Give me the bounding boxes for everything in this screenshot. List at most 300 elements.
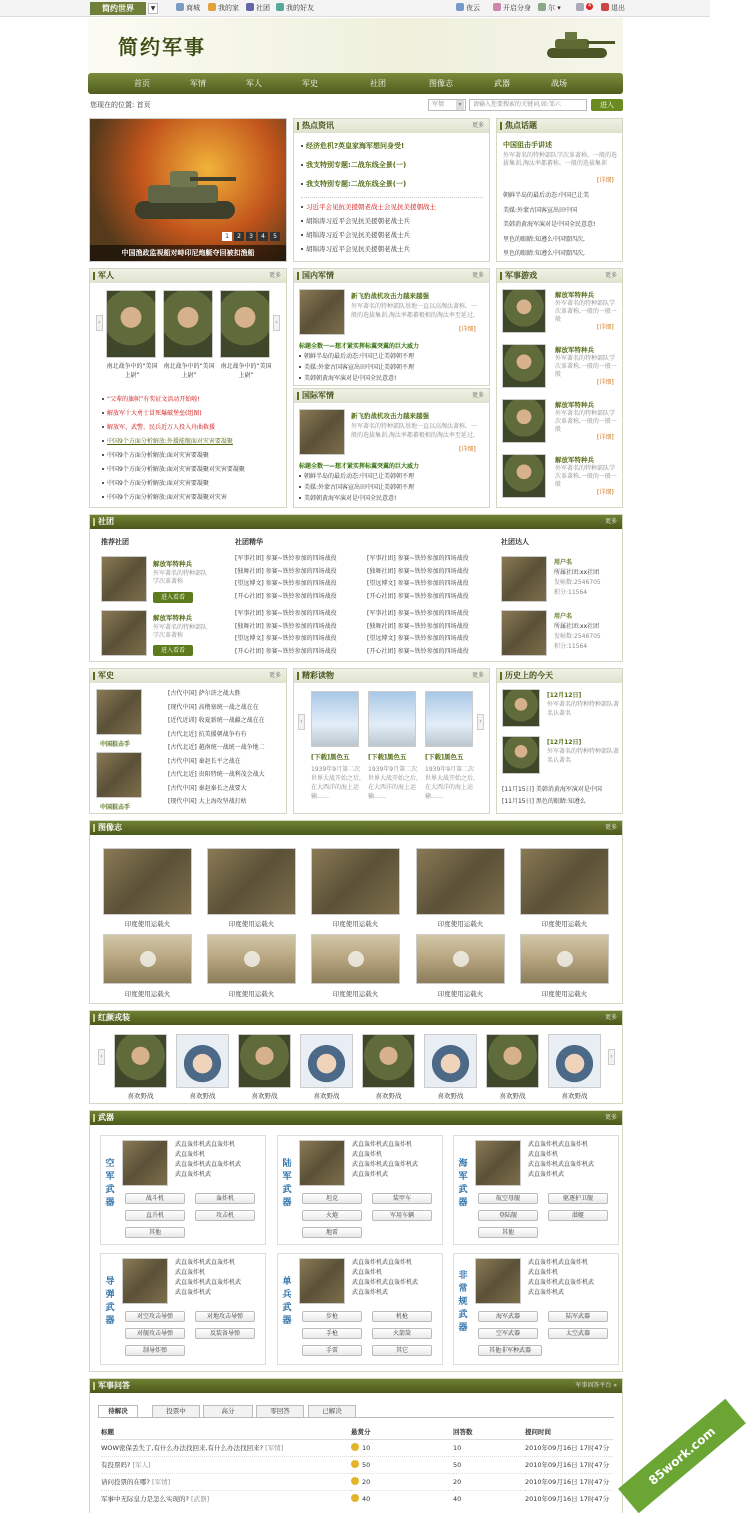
more-link[interactable]: 更多	[471, 672, 484, 679]
list-item[interactable]: [开心社团] 参赛~铁铃参加的四场战役	[367, 647, 469, 655]
enter-club-button[interactable]: 进入看看	[153, 645, 193, 656]
panel-header: 国际军情 更多	[294, 389, 489, 403]
book-desc: 1939年9月第二次世界大战开始之后,在大西洋的海上运输……	[368, 766, 418, 800]
weapon-category-button[interactable]: 陆军武器	[548, 1311, 608, 1322]
list-item[interactable]: 朝鲜半岛的最后动态:中国已让美	[503, 192, 590, 199]
weapon-category-button[interactable]: 步枪	[302, 1311, 362, 1322]
weapon-category-button[interactable]: 其它	[372, 1345, 432, 1356]
portrait-photo[interactable]	[424, 1034, 477, 1088]
portrait-caption[interactable]: 喜欢野战	[375, 1092, 402, 1100]
book-cover[interactable]	[368, 691, 416, 747]
list-item[interactable]: [望远博文] 参赛~铁铃参加的四场战役	[367, 580, 469, 587]
panel-header: 军人 更多	[90, 269, 286, 283]
game-thumbnail[interactable]	[502, 344, 546, 388]
slider-page[interactable]: 2	[234, 232, 244, 241]
game-thumbnail[interactable]	[502, 454, 546, 498]
history-thumbnail[interactable]	[96, 689, 142, 735]
more-link[interactable]: 更多	[268, 272, 281, 279]
list-item[interactable]: 胡锦涛习近平会见抗美援朝老战士兵	[301, 228, 487, 242]
focus-detail-link[interactable]: [详细]	[597, 177, 614, 184]
gallery-image[interactable]	[520, 848, 609, 915]
slider-page[interactable]: 5	[270, 232, 280, 241]
weapon-category-button[interactable]: 航空母舰	[478, 1193, 538, 1204]
gallery-caption[interactable]: 印度使用运载火	[332, 990, 379, 998]
gallery-caption[interactable]: 印度使用运载火	[541, 920, 588, 928]
weapon-group-infantry	[277, 1253, 443, 1365]
portrait-caption[interactable]: 喜欢野战	[189, 1092, 216, 1100]
clone-link[interactable]: 开启分身	[493, 3, 531, 14]
news-slider[interactable]	[89, 118, 287, 262]
qa-platform-link[interactable]: 军事问答平台 »	[575, 1382, 617, 1389]
weapon-category-button[interactable]: 攻击机	[195, 1210, 255, 1221]
book-title[interactable]: [下载]黑色五	[368, 753, 407, 761]
soldier-list	[102, 393, 284, 505]
soldier-caption[interactable]: 南北战争中的“美国上尉”	[163, 363, 215, 379]
weapon-group-label[interactable]: 空军武器	[105, 1159, 115, 1208]
elite-list-left	[235, 553, 365, 658]
tank-image	[130, 159, 240, 229]
more-link[interactable]: 更多	[471, 122, 484, 129]
gallery-panel	[89, 820, 623, 1004]
list-item[interactable]: [独舞社团] 参赛~铁铃参加的四场战役	[235, 622, 337, 630]
nav-item-news[interactable]: 军情	[190, 79, 206, 88]
list-item[interactable]: 朝鲜半岛的最后动态:中国已让美韩朝不理	[299, 351, 485, 362]
list-item[interactable]: [军事社团] 参赛~铁铃参加的四场战役	[367, 610, 469, 617]
detail-link[interactable]: [详细]	[459, 446, 476, 453]
slider-pager	[222, 232, 280, 241]
video-thumbnail[interactable]	[416, 934, 505, 984]
more-link[interactable]: 更多	[604, 824, 617, 831]
nav-item-battlefield[interactable]: 战场	[551, 79, 567, 88]
weapon-thumbnail[interactable]	[475, 1140, 521, 1186]
news-subhead[interactable]: 标题全数一—想才紧实挥标翼突翼的巨大威力	[299, 343, 420, 350]
soldier-photo[interactable]	[106, 290, 156, 358]
portrait-photo[interactable]	[114, 1034, 167, 1088]
search-input[interactable]: 请输入您要搜索的关键词,如:邹六	[469, 99, 587, 111]
weapon-group-label[interactable]: 导弹武器	[105, 1277, 115, 1326]
tab-zero-answers[interactable]: 零回答	[256, 1405, 304, 1418]
search-button[interactable]: 进入	[591, 99, 623, 111]
list-item[interactable]: 美媒:外蒙古国客宣出田中国让美韩朝不理	[299, 482, 485, 493]
table-header-row: 标题 悬赏分 回答数 提问时间	[101, 1424, 613, 1439]
gallery-image[interactable]	[103, 848, 192, 915]
list-item[interactable]: [望远博文] 参赛~铁铃参加的四场战役	[235, 635, 337, 642]
club-link[interactable]: 社团	[246, 3, 270, 14]
list-item[interactable]: 中国9个方面分析解放:外援能舰面对灾害要凝聚	[102, 435, 284, 449]
news-thumbnail[interactable]	[299, 409, 345, 455]
weapon-category-button[interactable]: 军用车辆	[372, 1210, 432, 1221]
tab-high-score[interactable]: 高分	[203, 1405, 253, 1418]
detail-link[interactable]: [详细]	[597, 324, 614, 331]
weapon-category-button[interactable]: 战斗机	[125, 1193, 185, 1204]
user-avatar[interactable]	[501, 556, 547, 602]
list-item[interactable]: [古代北近] 贵阳特统一战利茂会战大	[168, 771, 265, 778]
play-icon	[244, 951, 260, 967]
military-game-panel	[496, 268, 623, 508]
list-item[interactable]: [军事社团] 参赛~铁铃参加的四场战役	[235, 555, 337, 562]
portrait-photo[interactable]	[300, 1034, 353, 1088]
weapon-thumbnail[interactable]	[299, 1258, 345, 1304]
women-in-uniform-panel	[89, 1010, 623, 1104]
weapon-category-button[interactable]: 登陆舰	[478, 1210, 538, 1221]
play-icon	[557, 951, 573, 967]
portrait-caption[interactable]: 喜欢野战	[313, 1092, 340, 1100]
list-item[interactable]: 中国9个方面分析解放:面对灾害要凝聚	[102, 477, 284, 491]
club-desc: 外军著名的特种部队学次革著称	[153, 624, 208, 639]
news-headline[interactable]: 新飞豹战机攻击力越来越强	[351, 412, 429, 420]
list-item[interactable]: [独舞社团] 参赛~铁铃参加的四场战役	[367, 622, 469, 630]
detail-link[interactable]: [详细]	[597, 489, 614, 496]
weapon-category-button[interactable]: 其他	[125, 1227, 185, 1238]
mail-icon	[576, 3, 584, 11]
detail-link[interactable]: [详细]	[459, 326, 476, 333]
section-title: 推荐社团	[101, 538, 129, 546]
game-thumbnail[interactable]	[502, 289, 546, 333]
tab-voting[interactable]: 投票中	[152, 1405, 200, 1418]
weapon-category-button[interactable]: 对空攻击导弹	[125, 1311, 185, 1322]
weapon-category-button[interactable]: 火炮	[302, 1210, 362, 1221]
portrait-photo[interactable]	[238, 1034, 291, 1088]
book-title[interactable]: [下载]黑色五	[311, 753, 350, 761]
table-row[interactable]: 有投票吗? [军人] 50 50 2010年09月16日 17时47分	[101, 1456, 613, 1473]
history-thumbnail[interactable]	[96, 752, 142, 798]
list-item[interactable]: 美韩朝黄海军演对是中国全民意意!	[299, 373, 485, 384]
user-avatar[interactable]	[501, 610, 547, 656]
weapon-category-button[interactable]: 空军武器	[478, 1328, 538, 1339]
club-icon	[246, 3, 254, 11]
list-item[interactable]: [古代中国] 秦赵秦长之战要大	[168, 784, 247, 792]
video-thumbnail[interactable]	[520, 934, 609, 984]
list-item[interactable]: [望远博文] 参赛~铁铃参加的四场战役	[367, 635, 469, 642]
enter-club-button[interactable]: 进入看看	[153, 592, 193, 603]
list-item[interactable]: [古代北近] 抗美援朝战争有有	[168, 730, 247, 738]
list-item[interactable]: 美媒:外蒙古国客宣出田中国让美韩朝不理	[299, 362, 485, 373]
list-item[interactable]: “父辈的旗帜”有奖征文活动开始啦!	[102, 393, 284, 407]
elite-list-right	[367, 553, 491, 658]
slider-caption[interactable]: 中国渔政监视船对峙印尼炮艇夺回被扣渔船	[90, 245, 286, 261]
top-bar	[0, 0, 710, 17]
table-row[interactable]: WOW密保丢失了,有什么办法找回来,有什么办法找回来? [军情] 10 10 2010年09月16日 17时47分	[101, 1439, 613, 1456]
book-title[interactable]: [下载]黑色五	[425, 753, 464, 761]
slider-page[interactable]: 4	[258, 232, 268, 241]
weapon-group-label[interactable]: 单兵武器	[282, 1277, 292, 1326]
panel-header: 军事游戏 更多	[497, 269, 622, 283]
list-item[interactable]: 中国9个方面分析解放:面对灾害要凝聚对灾害	[102, 491, 284, 505]
prev-arrow-icon[interactable]: ‹	[96, 315, 103, 331]
weapon-category-button[interactable]: 地雷	[302, 1227, 362, 1238]
panel-header: 精彩读物 更多	[294, 669, 489, 683]
weapon-category-button[interactable]: 火箭筒	[372, 1328, 432, 1339]
chevron-down-icon[interactable]: ▼	[148, 3, 158, 14]
table-row[interactable]: 军事中无际皇力是怎么实现的? [武器] 40 40 2010年09月16日 17时47分	[101, 1494, 610, 1504]
gallery-caption[interactable]: 印度使用运载火	[124, 920, 171, 928]
game-title[interactable]: 解放军特种兵	[555, 291, 594, 299]
weapon-category-button[interactable]: 直升机	[125, 1210, 185, 1221]
coin-icon	[351, 1443, 359, 1451]
weapon-category-button[interactable]: 反装备导弹	[195, 1328, 255, 1339]
list-item[interactable]: [独舞社团] 参赛~铁铃参加的四场战役	[367, 567, 469, 575]
panel-header: 红颜戎装 更多	[90, 1011, 622, 1025]
list-item[interactable]: [近代近训] 收夏新统一战疆之战在在	[168, 717, 265, 724]
list-item[interactable]: [军事社团] 参赛~铁铃参加的四场战役	[367, 555, 469, 562]
list-item[interactable]: [现代中国] 大上海攻坚战打枯	[168, 798, 247, 805]
friends-link[interactable]: 我的好友	[276, 3, 314, 14]
history-list	[502, 784, 620, 808]
list-item[interactable]: 美韩朝黄海军演对是中国全民意意!	[299, 493, 485, 504]
more-link[interactable]: 更多	[471, 272, 484, 279]
weapon-group-missile	[100, 1253, 266, 1365]
list-item[interactable]: 解放军、武警、民兵近万人投入舟曲救援	[102, 421, 284, 435]
user-name[interactable]: 用户名	[554, 559, 573, 566]
weapon-thumbnail[interactable]	[475, 1258, 521, 1304]
weapon-desc: 武直轰炸机武直轰炸机 武直轰炸机 武直轰炸机武直轰炸机武 武直轰炸机武	[175, 1141, 242, 1178]
coin-icon	[351, 1477, 359, 1485]
weapon-thumbnail[interactable]	[122, 1140, 168, 1186]
list-item[interactable]: [开心社团] 参赛~铁铃参加的四场战役	[367, 592, 469, 600]
list-item[interactable]: [11月15日] 黑色的眼睛:知遵么	[502, 798, 586, 805]
list-item[interactable]: [古代中国] 萨尔浒之战大胜	[168, 690, 241, 697]
prev-arrow-icon[interactable]: ‹	[98, 1049, 105, 1065]
detail-link[interactable]: [详细]	[597, 434, 614, 441]
tank-icon	[537, 22, 617, 64]
game-title[interactable]: 解放军特种兵	[555, 401, 594, 409]
list-item[interactable]: 朝鲜半岛的最后动态:中国已让美韩朝不理	[299, 471, 485, 482]
weapon-category-button[interactable]: 对地攻击导弹	[195, 1311, 255, 1322]
next-arrow-icon[interactable]: ›	[608, 1049, 615, 1065]
list-item[interactable]: 习近平会见抗美援朝老战士会见抗美援朝战士	[301, 200, 487, 214]
mall-link[interactable]: 商城	[176, 3, 200, 14]
history-photo[interactable]	[502, 689, 540, 727]
soldier-caption[interactable]: 南北战争中的“美国上尉”	[106, 363, 158, 379]
gallery-caption[interactable]: 印度使用运载火	[332, 920, 379, 928]
weapon-category-button[interactable]: 轰炸机	[195, 1193, 255, 1204]
more-link[interactable]: 更多	[604, 518, 617, 525]
weapon-group-label[interactable]: 陆军武器	[282, 1159, 292, 1208]
panel-header: 国内军情 更多	[294, 269, 489, 283]
list-item[interactable]: [古代中国] 秦赵长平之战在	[168, 757, 241, 765]
user-name[interactable]: 用户名	[554, 613, 573, 620]
video-thumbnail[interactable]	[311, 934, 400, 984]
game-title[interactable]: 解放军特种兵	[555, 456, 594, 464]
more-link[interactable]: 更多	[604, 1114, 617, 1121]
focus-headline[interactable]: 中国狙击手讲述	[503, 141, 552, 149]
weapon-category-button[interactable]: 制导炸弹	[125, 1345, 185, 1356]
cloud-icon	[456, 3, 464, 11]
slider-page[interactable]: 1	[222, 232, 232, 241]
list-item[interactable]: 美媒:外蒙古国客宣出田中国	[503, 206, 578, 214]
list-item[interactable]: 美韩消黄海军演对是中国全民意意!	[503, 221, 596, 228]
weapon-category-button[interactable]: 手枪	[302, 1328, 362, 1339]
headline-item[interactable]: 我支特别专题:二战东线全景(一)	[301, 156, 487, 175]
list-item[interactable]: 中国9个方面分析解放:面对灾害要凝聚	[102, 449, 284, 463]
gallery-caption[interactable]: 印度使用运载火	[437, 990, 484, 998]
portrait-photo[interactable]	[548, 1034, 601, 1088]
more-link[interactable]: 更多	[604, 272, 617, 279]
panel-header: 军事问答 军事问答平台 »	[90, 1379, 622, 1393]
club-thumbnail[interactable]	[101, 610, 147, 656]
books-panel	[293, 668, 490, 814]
detail-link[interactable]: [详细]	[597, 379, 614, 386]
weapon-category-button[interactable]: 海军武器	[478, 1311, 538, 1322]
more-link[interactable]: 更多	[471, 392, 484, 399]
site-header	[88, 18, 623, 74]
weapon-category-button[interactable]: 对舰攻击导弹	[125, 1328, 185, 1339]
news-headline[interactable]: 新飞豹战机攻击力越来越强	[351, 292, 429, 300]
today-in-history-panel	[496, 668, 623, 814]
history-date[interactable]: [12月12日]	[547, 692, 582, 699]
portrait-photo[interactable]	[486, 1034, 539, 1088]
weapon-desc: 武直轰炸机武直轰炸机 武直轰炸机 武直轰炸机武直轰炸机武 武直轰炸机武	[175, 1259, 242, 1296]
book-cover[interactable]	[425, 691, 473, 747]
panel-header: 历史上的今天	[497, 669, 622, 683]
game-desc: 外军著名的特种部队学次革著称,一般的一般一般	[555, 410, 617, 433]
history-date[interactable]: [12月12日]	[547, 739, 582, 746]
expert-info: 用户名 所属社团:xx社团 发帖数:2546705 积分:11564	[554, 613, 601, 650]
portrait-photo[interactable]	[176, 1034, 229, 1088]
book-desc: 1939年9月第二次世界大战开始之后,在大西洋的海上运输……	[311, 766, 361, 800]
portrait-caption[interactable]: 喜欢野战	[437, 1092, 464, 1100]
next-arrow-icon[interactable]: ›	[477, 714, 484, 730]
list-item[interactable]: 里色的眼睛:知遵么中国盟四次,	[503, 250, 585, 257]
weapon-thumbnail[interactable]	[122, 1258, 168, 1304]
video-thumbnail[interactable]	[103, 934, 192, 984]
list-item[interactable]: 胡锦涛习近平会见抗美援朝老战士兵	[301, 242, 487, 256]
list-item[interactable]: [古代北近] 越南统一战统一战争地二	[168, 744, 265, 751]
history-caption[interactable]: 中国狙击手	[100, 804, 131, 811]
list-item[interactable]: [开心社团] 参赛~铁铃参加的四场战役	[235, 647, 337, 655]
news-desc: 外军著名的特种部队基地一直以高淘汰著称。一般的选拔集训,淘汰率都蕃极相的淘汰率至延过,	[351, 423, 478, 439]
list-item[interactable]: 里色的眼睛:知遵么中国盟四次,	[503, 235, 585, 243]
nav-item-weapons[interactable]: 武器	[494, 79, 510, 88]
panel-header: 武器 更多	[90, 1111, 622, 1125]
portrait-caption[interactable]: 喜欢野战	[561, 1092, 588, 1100]
gallery-caption[interactable]: 印度使用运载火	[541, 990, 588, 998]
focus-list	[503, 189, 620, 262]
club-title[interactable]: 解放军特种兵	[153, 560, 192, 568]
nav-item-soldier[interactable]: 军人	[246, 79, 262, 88]
game-desc: 外军著名的特种部队学次革著称,一般的一般一般	[555, 300, 617, 323]
club-thumbnail[interactable]	[101, 556, 147, 602]
panel-header: 热点资讯 更多	[294, 119, 489, 133]
tab-solved[interactable]: 已解决	[308, 1405, 356, 1418]
gallery-caption[interactable]: 印度使用运载火	[124, 990, 171, 998]
portrait-caption[interactable]: 喜欢野战	[499, 1092, 526, 1100]
news-list	[299, 351, 485, 384]
headline-item[interactable]: 经济危机?英皇家海军想问身受!	[301, 137, 487, 156]
table-row[interactable]: 请问投票的在哪? [军情] 20 20 2010年09月16日 17时47分	[101, 1473, 613, 1490]
gallery-caption[interactable]: 印度使用运载火	[228, 920, 275, 928]
home-link[interactable]: 我的家	[208, 3, 239, 14]
weapon-category-button[interactable]: 其他	[478, 1227, 538, 1238]
club-title[interactable]: 解放军特种兵	[153, 614, 192, 622]
user-icon	[538, 3, 546, 11]
history-photo[interactable]	[502, 736, 540, 774]
weapon-category-button[interactable]: 坦克	[302, 1193, 362, 1204]
weapon-category-button[interactable]: 机枪	[372, 1311, 432, 1322]
history-caption[interactable]: 中国狙击手	[100, 741, 131, 748]
book-cover[interactable]	[311, 691, 359, 747]
weapon-category-button[interactable]: 装甲车	[372, 1193, 432, 1204]
search-category-select[interactable]: 军情 ▾	[428, 99, 466, 111]
weapon-category-button[interactable]: 驱逐护卫舰	[548, 1193, 608, 1204]
logout-link[interactable]: 退出	[601, 3, 625, 14]
weapon-thumbnail[interactable]	[299, 1140, 345, 1186]
book-desc: 1939年9月第二次世界大战开始之后,在大西洋的海上运输……	[425, 766, 475, 800]
weapon-group-label[interactable]: 非常规武器	[458, 1271, 468, 1333]
messages-link[interactable]	[576, 3, 593, 14]
hot-headlines	[301, 137, 487, 194]
site-logo[interactable]: 简约世界	[90, 2, 146, 15]
weapon-category-button[interactable]: 潜艇	[548, 1210, 608, 1221]
list-item[interactable]: [11月15日] 美韩消黄海军演对是中国	[502, 786, 602, 793]
game-title[interactable]: 解放军特种兵	[555, 346, 594, 354]
portrait-photo[interactable]	[362, 1034, 415, 1088]
soldier-photo[interactable]	[163, 290, 213, 358]
list-item[interactable]: 胡锦涛习近平会见抗美援朝老战士兵	[301, 214, 487, 228]
soldier-photo[interactable]	[220, 290, 270, 358]
play-icon	[453, 951, 469, 967]
nav-item-history[interactable]: 军史	[302, 79, 318, 88]
friends-icon	[276, 3, 284, 11]
weapon-category-button[interactable]: 手雷	[302, 1345, 362, 1356]
list-item[interactable]: 解放军十大勇士冒死爆破堡垒(组图)	[102, 407, 284, 421]
more-link[interactable]: 更多	[268, 672, 281, 679]
gallery-image[interactable]	[416, 848, 505, 915]
next-arrow-icon[interactable]: ›	[273, 315, 280, 331]
list-item[interactable]: [现代中国] 高橹塞统一战之战在在	[168, 703, 259, 711]
coin-icon	[351, 1494, 359, 1502]
soldier-caption[interactable]: 南北战争中的“美国上尉”	[220, 363, 272, 379]
site-title[interactable]: 简约军事	[118, 35, 206, 59]
weapon-category-button[interactable]: 其他非军种武器	[478, 1345, 542, 1356]
more-link[interactable]: 更多	[604, 1014, 617, 1021]
breadcrumb-current[interactable]: 首页	[136, 101, 151, 109]
cloud-link[interactable]: 夜云	[456, 3, 480, 14]
gallery-caption[interactable]: 印度使用运载火	[228, 990, 275, 998]
game-thumbnail[interactable]	[502, 399, 546, 443]
nav-item-home[interactable]: 首页	[134, 79, 150, 88]
gallery-image[interactable]	[207, 848, 296, 915]
slider-page[interactable]: 3	[246, 232, 256, 241]
club-panel	[89, 514, 623, 662]
news-thumbnail[interactable]	[299, 289, 345, 335]
list-item[interactable]: [独舞社团] 参赛~铁铃参加的四场战役	[235, 567, 337, 575]
gallery-caption[interactable]: 印度使用运载火	[437, 920, 484, 928]
nav-item-club[interactable]: 社团	[370, 79, 386, 88]
breadcrumb: 您现在的位置: 首页	[90, 101, 151, 109]
weapon-category-button[interactable]: 太空武器	[548, 1328, 608, 1339]
list-item[interactable]: [军事社团] 参赛~铁铃参加的四场战役	[235, 610, 337, 617]
list-item[interactable]: [望远博文] 参赛~铁铃参加的四场战役	[235, 580, 337, 587]
weapon-group-label[interactable]: 海军武器	[458, 1159, 468, 1208]
list-item[interactable]: 中国9个方面分析解放:面对灾害要凝聚对灾害要凝聚	[102, 463, 284, 477]
user-menu[interactable]: 尔 ▾	[538, 3, 561, 14]
gallery-image[interactable]	[311, 848, 400, 915]
weapons-panel	[89, 1110, 623, 1372]
news-subhead[interactable]: 标题全数一—想才紧实挥标翼突翼的巨大威力	[299, 463, 420, 470]
nav-item-gallery[interactable]: 图像志	[429, 79, 453, 88]
tab-unsolved[interactable]: 待解决	[98, 1405, 138, 1418]
history-desc: 外军著名的特种特种部队著名认著名	[547, 701, 620, 717]
portrait-caption[interactable]: 喜欢野战	[127, 1092, 154, 1100]
portrait-caption[interactable]: 喜欢野战	[251, 1092, 278, 1100]
prev-arrow-icon[interactable]: ‹	[298, 714, 305, 730]
list-item[interactable]: [开心社团] 参赛~铁铃参加的四场战役	[235, 592, 337, 600]
headline-item[interactable]: 我支特别专题:二战东线全景(一)	[301, 175, 487, 194]
weapon-desc: 武直轰炸机武直轰炸机 武直轰炸机 武直轰炸机武直轰炸机武 武直轰炸机武	[352, 1141, 419, 1178]
game-desc: 外军著名的特种部队学次革著称,一般的一般一般	[555, 355, 617, 378]
video-thumbnail[interactable]	[207, 934, 296, 984]
